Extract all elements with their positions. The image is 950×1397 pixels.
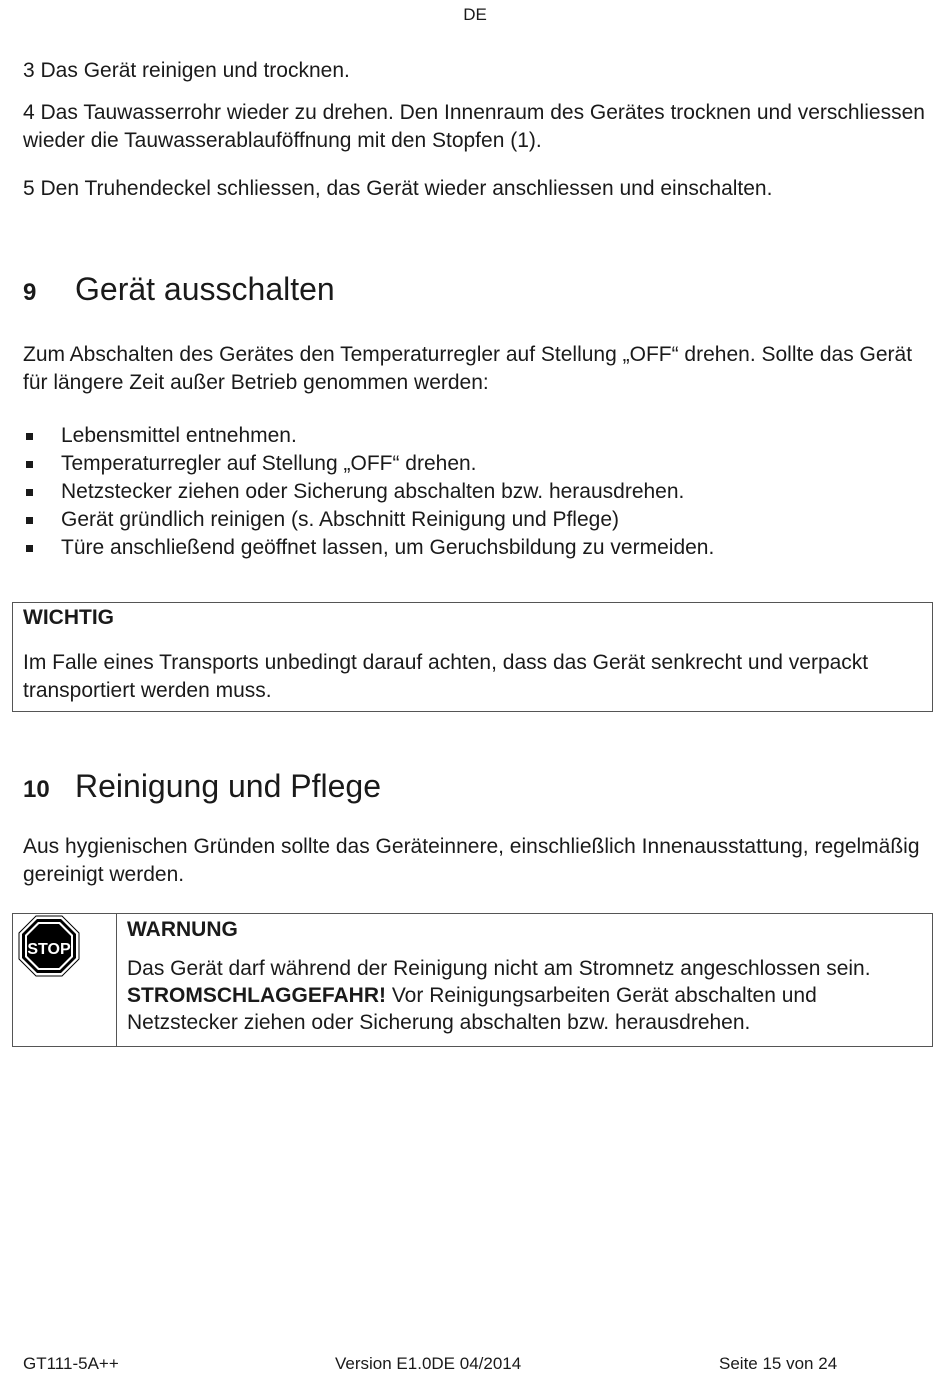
warning-text-part-1: Das Gerät darf während der Reinigung nicht am Stromnetz angeschlossen sein. (127, 957, 871, 980)
bullet-square-icon (26, 461, 33, 468)
section-9-title: Gerät ausschalten (75, 271, 335, 307)
section-9-number: 9 (23, 279, 37, 306)
footer-page-number: Seite 15 von 24 (719, 1354, 838, 1373)
warning-box (12, 913, 933, 1047)
list-item (23, 422, 930, 450)
list-item-text: Netzstecker ziehen oder Sicherung abschalten bzw. herausdrehen. (61, 480, 685, 503)
page-language: DE (463, 5, 487, 24)
page-footer (23, 1354, 930, 1376)
stop-sign-icon (18, 915, 80, 977)
important-note-title: WICHTIG (23, 606, 114, 629)
section-10-heading (23, 767, 381, 809)
warning-text-part-2: Vor Reinigungsarbeiten Gerät abschalten und Netzstecker ziehen oder Sicherung abschalten bzw. herausdrehen. (127, 984, 817, 1034)
list-item-text: Türe anschließend geöffnet lassen, um Geruchsbildung zu vermeiden. (61, 536, 715, 559)
warning-text-emphasis: STROMSCHLAGGEFAHR! (127, 984, 386, 1007)
section-9-bullet-list (23, 422, 930, 562)
list-item (23, 534, 930, 562)
step-4: 4 Das Tauwasserrohr wieder zu drehen. Den Innenraum des Gerätes trocknen und verschliessen wieder die Tauwasserablauföffnung mit den Stopfen (1). (23, 101, 925, 152)
list-item (23, 478, 930, 506)
bullet-square-icon (26, 517, 33, 524)
list-item (23, 450, 930, 478)
list-item-text: Lebensmittel entnehmen. (61, 424, 297, 447)
section-10-intro: Aus hygienischen Gründen sollte das Geräteinnere, einschließlich Innenausstattung, regelmäßig gereinigt werden. (23, 835, 920, 886)
list-item-text: Gerät gründlich reinigen (s. Abschnitt Reinigung und Pflege) (61, 508, 619, 531)
bullet-square-icon (26, 489, 33, 496)
important-note-box (12, 602, 933, 712)
warning-text (127, 955, 922, 1036)
bullet-square-icon (26, 433, 33, 440)
section-10-number: 10 (23, 776, 50, 803)
step-5: 5 Den Truhendeckel schliessen, das Gerät wieder anschliessen und einschalten. (23, 177, 773, 200)
list-item-text: Temperaturregler auf Stellung „OFF“ drehen. (61, 452, 477, 475)
footer-version: Version E1.0DE 04/2014 (335, 1354, 522, 1373)
warning-divider (116, 914, 117, 1046)
warning-title: WARNUNG (127, 918, 238, 941)
step-3: 3 Das Gerät reinigen und trocknen. (23, 59, 350, 82)
footer-model: GT111-5A++ (23, 1354, 119, 1373)
stop-sign-text: STOP (27, 941, 71, 958)
list-item (23, 506, 930, 534)
section-9-heading (23, 270, 335, 312)
section-9-intro: Zum Abschalten des Gerätes den Temperaturregler auf Stellung „OFF“ drehen. Sollte das Gerät für längere Zeit außer Betrieb genommen werden: (23, 343, 913, 394)
section-10-title: Reinigung und Pflege (75, 768, 382, 804)
bullet-square-icon (26, 545, 33, 552)
important-note-text: Im Falle eines Transports unbedingt darauf achten, dass das Gerät senkrecht und verpackt transportiert werden muss. (23, 651, 869, 702)
